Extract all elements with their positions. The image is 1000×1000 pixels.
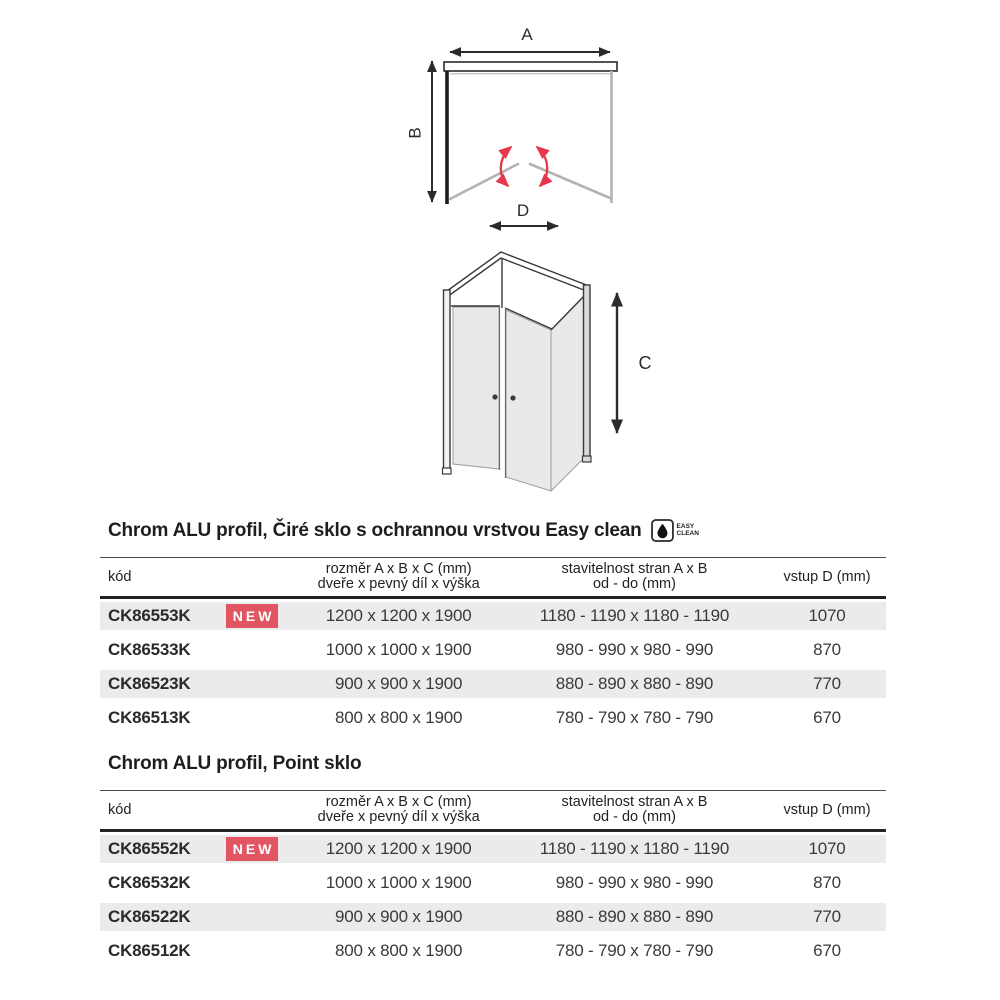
right-door-knob-icon	[510, 395, 515, 400]
product-code: CK86522K	[108, 907, 191, 926]
size-value: 800 x 800 x 1900	[335, 708, 463, 727]
left-door-knob-icon	[492, 394, 497, 399]
entry-width-value: 870	[813, 640, 841, 659]
header-code: kód	[108, 801, 132, 818]
header-adjust-line2: od - do (mm)	[592, 809, 676, 825]
product-code: CK86553K	[108, 606, 191, 625]
entry-width-value: 670	[813, 941, 841, 960]
table-body	[100, 599, 886, 735]
size-value: 1200 x 1200 x 1900	[325, 606, 472, 625]
adjustability-value: 1180 - 1190 x 1180 - 1190	[539, 606, 730, 625]
header-code: kód	[108, 568, 132, 585]
right-profile-foot	[583, 456, 592, 462]
header-adjust-line1: stavitelnost stran A x B	[561, 794, 708, 810]
left-profile-foot	[443, 468, 452, 474]
table-row	[100, 599, 886, 633]
left-door-glass	[453, 307, 499, 469]
adjustability-value: 880 - 890 x 880 - 890	[555, 907, 714, 926]
adjustability-value: 780 - 790 x 780 - 790	[555, 941, 714, 960]
right-wall-profile	[584, 285, 591, 458]
header-size	[297, 562, 501, 592]
new-badge: NEW	[226, 837, 279, 861]
adjustability-value: 1180 - 1190 x 1180 - 1190	[539, 839, 730, 858]
dim-label-a: A	[521, 25, 533, 44]
spec-tables	[100, 519, 886, 968]
new-badge: NEW	[226, 604, 279, 628]
adjustability-value: 780 - 790 x 780 - 790	[555, 708, 714, 727]
section-title-text: Chrom ALU profil, Čiré sklo s ochrannou vrstvou Easy clean	[108, 519, 642, 541]
left-door-line	[450, 164, 518, 199]
top-profile-bar	[444, 62, 617, 71]
dim-label-c: C	[638, 353, 652, 373]
size-value: 900 x 900 x 1900	[335, 907, 463, 926]
header-size	[297, 795, 501, 825]
adjustability-value: 880 - 890 x 880 - 890	[555, 674, 714, 693]
size-value: 1200 x 1200 x 1900	[325, 839, 472, 858]
entry-width-value: 870	[813, 873, 841, 892]
dim-label-b: B	[405, 127, 425, 139]
perspective-drawing	[415, 240, 670, 510]
easyclean-label	[677, 524, 699, 537]
new-badge-cell	[226, 837, 297, 861]
adjustability-value: 980 - 990 x 980 - 990	[555, 640, 714, 659]
easyclean-line1: EASY	[676, 523, 695, 530]
header-size-line1: rozměr A x B x C (mm)	[325, 794, 472, 810]
section-title-text: Chrom ALU profil, Point sklo	[108, 753, 362, 774]
top-view-diagram	[400, 18, 660, 235]
easyclean-line2: CLEAN	[676, 529, 699, 537]
right-door-line	[530, 164, 610, 198]
table-row	[100, 667, 886, 701]
product-code: CK86532K	[108, 873, 191, 892]
top-frame-bar	[447, 252, 589, 297]
product-code: CK86513K	[108, 708, 191, 727]
product-code: CK86552K	[108, 839, 191, 858]
entry-width-value: 770	[813, 674, 841, 693]
table-row	[100, 934, 886, 968]
left-wall-profile	[444, 290, 451, 471]
size-value: 1000 x 1000 x 1900	[325, 873, 472, 892]
section-title	[108, 519, 886, 542]
table-row	[100, 900, 886, 934]
size-value: 900 x 900 x 1900	[335, 674, 463, 693]
easyclean-badge	[651, 519, 699, 542]
header-adjust-line2: od - do (mm)	[592, 576, 676, 592]
product-code: CK86512K	[108, 941, 191, 960]
header-size-line2: dveře x pevný díl x výška	[317, 576, 480, 592]
entry-width-value: 770	[813, 907, 841, 926]
table-header-row	[100, 557, 886, 599]
product-code: CK86523K	[108, 674, 191, 693]
table-row	[100, 866, 886, 900]
table-row	[100, 633, 886, 667]
entry-width-value: 670	[813, 708, 841, 727]
product-code: CK86533K	[108, 640, 191, 659]
adjustability-value: 980 - 990 x 980 - 990	[555, 873, 714, 892]
table-row	[100, 701, 886, 735]
table-row	[100, 832, 886, 866]
water-drop-icon	[651, 519, 674, 542]
entry-width-value: 1070	[808, 839, 846, 858]
section-point-glass	[100, 753, 886, 968]
header-size-line1: rozměr A x B x C (mm)	[325, 561, 472, 577]
header-adjustability	[501, 795, 768, 825]
header-entry: vstup D (mm)	[783, 801, 871, 818]
header-entry: vstup D (mm)	[783, 568, 871, 585]
header-adjustability	[501, 562, 768, 592]
size-value: 800 x 800 x 1900	[335, 941, 463, 960]
new-badge-cell	[226, 604, 297, 628]
table-body	[100, 832, 886, 968]
table-header-row	[100, 790, 886, 832]
swing-arrow-left-icon	[501, 147, 511, 186]
size-value: 1000 x 1000 x 1900	[325, 640, 472, 659]
entry-width-value: 1070	[808, 606, 846, 625]
header-size-line2: dveře x pevný díl x výška	[317, 809, 480, 825]
dim-label-d: D	[516, 201, 530, 220]
section-easy-clean	[100, 519, 886, 735]
header-adjust-line1: stavitelnost stran A x B	[561, 561, 708, 577]
section-title	[108, 753, 886, 775]
